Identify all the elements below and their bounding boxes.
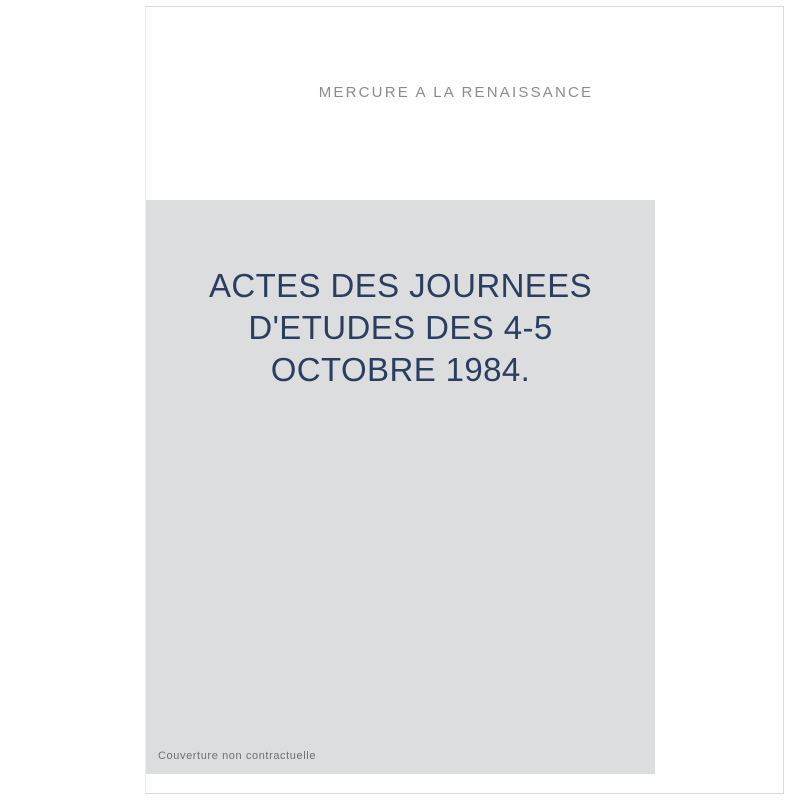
page-title bbox=[146, 265, 655, 391]
page-title-line-2: D'ETUDES DES 4-5 bbox=[248, 309, 553, 346]
page-title-line-1: ACTES DES JOURNEES bbox=[208, 267, 593, 304]
book-spine bbox=[124, 6, 146, 794]
series-title: MERCURE A LA RENAISSANCE bbox=[318, 84, 594, 101]
page-title-line-3: OCTOBRE 1984. bbox=[270, 351, 531, 388]
cover-disclaimer: Couverture non contractuelle bbox=[158, 750, 317, 762]
